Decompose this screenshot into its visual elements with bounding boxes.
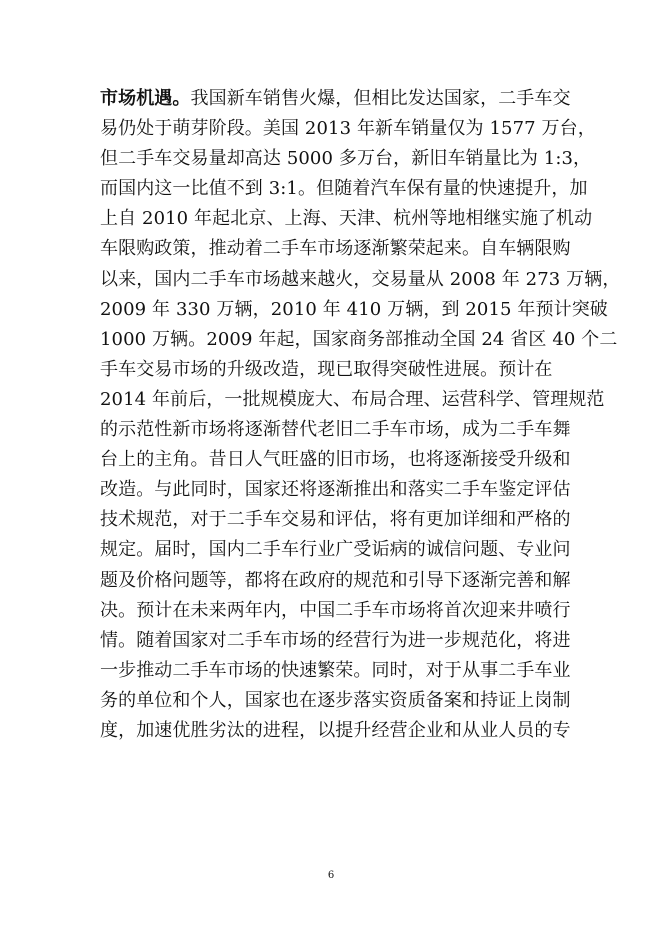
text-line: 务的单位和个人，国家也在逐步落实资质备案和持证上岗制 (100, 689, 571, 711)
text-line: 的示范性新市场将逐渐替代老旧二手车市场，成为二手车舞 (100, 419, 571, 441)
text-line: 规定。届时，国内二手车行业广受诟病的诚信问题、专业问 (100, 539, 571, 561)
text-line: 情。随着国家对二手车市场的经营行为进一步规范化，将进 (100, 629, 571, 651)
text-line-content: 我国新车销售火爆，但相比发达国家，二手车交 (190, 88, 571, 109)
text-line: 但二手车交易量却高达 5000 多万台，新旧车销量比为 1:3， (100, 148, 592, 170)
text-line: 上自 2010 年起北京、上海、天津、杭州等地相继实施了机动 (100, 208, 593, 230)
text-line: 2009 年 330 万辆，2010 年 410 万辆，到 2015 年预计突破 (100, 298, 608, 320)
text-line: 度，加速优胜劣汰的进程，以提升经营企业和从业人员的专 (100, 719, 571, 741)
text-line: 题及价格问题等，都将在政府的规范和引导下逐渐完善和解 (100, 569, 571, 591)
body-paragraph (100, 84, 621, 746)
text-line: 技术规范，对于二手车交易和评估，将有更加详细和严格的 (100, 509, 571, 531)
text-line: 改造。与此同时，国家还将逐渐推出和落实二手车鉴定评估 (100, 479, 571, 501)
text-line: 以来，国内二手车市场越来越火，交易量从 2008 年 273 万辆， (100, 268, 621, 290)
text-line: 决。预计在未来两年内，中国二手车市场将首次迎来井喷行 (100, 599, 571, 621)
text-line: 手车交易市场的升级改造，现已取得突破性进展。预计在 (100, 358, 553, 380)
text-line: 一步推动二手车市场的快速繁荣。同时，对于从事二手车业 (100, 659, 571, 681)
text-line: 台上的主角。昔日人气旺盛的旧市场，也将逐渐接受升级和 (100, 449, 571, 471)
text-line: 而国内这一比值不到 3:1。但随着汽车保有量的快速提升，加 (100, 178, 588, 200)
text-line: 2014 年前后，一批规模庞大、布局合理、运营科学、管理规范 (100, 388, 605, 410)
text-line: 1000 万辆。2009 年起，国家商务部推动全国 24 省区 40 个二 (100, 328, 618, 350)
text-line: 车限购政策，推动着二手车市场逐渐繁荣起来。自车辆限购 (100, 238, 571, 260)
text-line (100, 84, 570, 114)
section-lead: 市场机遇。 (100, 88, 191, 109)
page-number: 6 (327, 870, 335, 881)
text-line: 易仍处于萌芽阶段。美国 2013 年新车销量仅为 1577 万台， (100, 118, 596, 140)
